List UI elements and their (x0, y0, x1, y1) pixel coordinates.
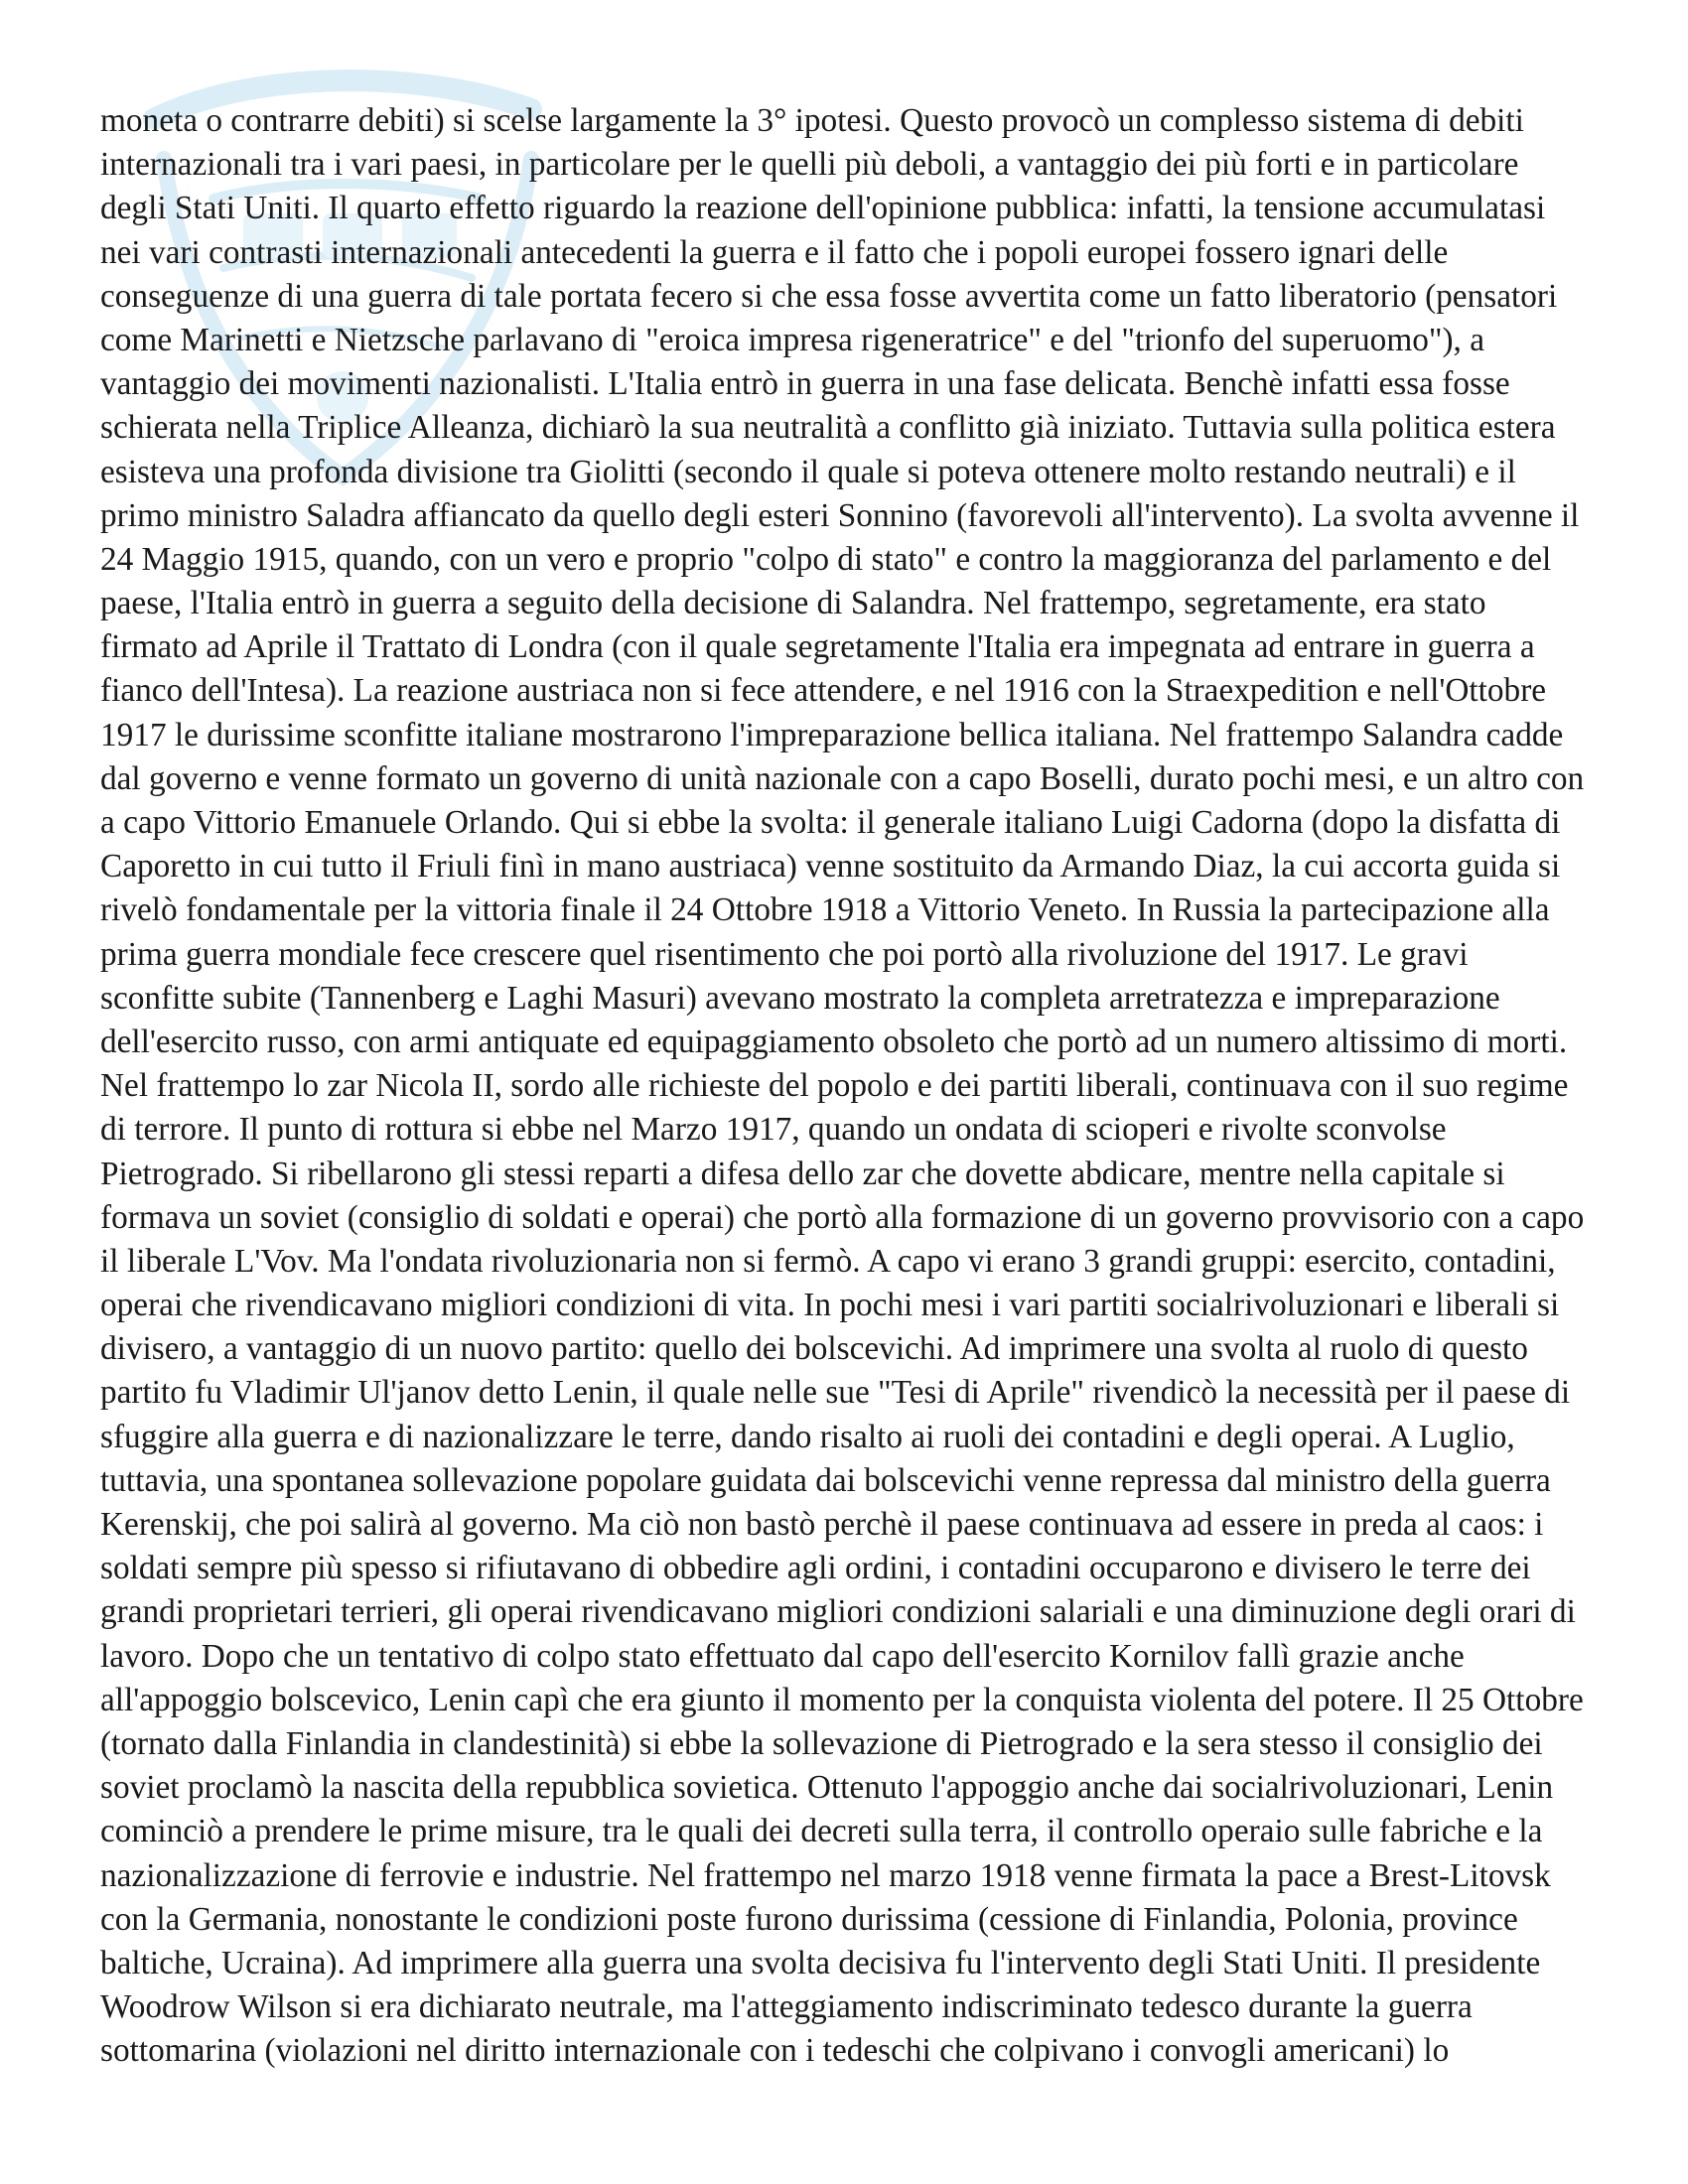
text-line: soviet proclamò la nascita della repubblica sovietica. Ottenuto l'appoggio anche dai socialrivoluzionari, Lenin (100, 1769, 1554, 1807)
text-line: il liberale L'Vov. Ma l'ondata rivoluzionaria non si fermò. A capo vi erano 3 grandi gruppi: esercito, contadini, (100, 1242, 1556, 1280)
text-line: primo ministro Saladra affiancato da quello degli esteri Sonnino (favorevoli all'intervento). La svolta avvenne il (100, 496, 1580, 534)
text-line: con la Germania, nonostante le condizioni poste furono durissima (cessione di Finlandia, Polonia, province (100, 1900, 1518, 1938)
text-line: partito fu Vladimir Ul'janov detto Lenin, il quale nelle sue "Tesi di Aprile" rivendicò la necessità per il paese di (100, 1374, 1571, 1412)
text-line: fianco dell'Intesa). La reazione austriaca non si fece attendere, e nel 1916 con la Straexpedition e nell'Ottobre (100, 672, 1547, 710)
text-line: lavoro. Dopo che un tentativo di colpo stato effettuato dal capo dell'esercito Kornilov fallì grazie anche (100, 1637, 1465, 1675)
document-text (100, 99, 1649, 2073)
text-line: nazionalizzazione di ferrovie e industrie. Nel frattempo nel marzo 1918 venne firmata la pace a Brest-Litovsk (100, 1856, 1551, 1894)
text-line: paese, l'Italia entrò in guerra a seguito della decisione di Salandra. Nel frattempo, segretamente, era stato (100, 585, 1486, 622)
text-line: sconfitte subite (Tannenberg e Laghi Masuri) avevano mostrato la completa arretratezza e impreparazione (100, 979, 1500, 1017)
text-line: (tornato dalla Finlandia in clandestinità) si ebbe la sollevazione di Pietrogrado e la sera stesso il consiglio dei (100, 1724, 1543, 1762)
text-line: prima guerra mondiale fece crescere quel risentimento che poi portò alla rivoluzione del 1917. Le gravi (100, 935, 1469, 973)
text-line: vantaggio dei movimenti nazionalisti. L'Italia entrò in guerra in una fase delicata. Benchè infatti essa fosse (100, 365, 1510, 403)
text-line: Caporetto in cui tutto il Friuli finì in mano austriaca) venne sostituito da Armando Diaz, la cui accorta guida si (100, 848, 1561, 886)
text-line: schierata nella Triplice Alleanza, dichiarò la sua neutralità a conflitto già iniziato. Tuttavia sulla politica estera (100, 409, 1556, 447)
text-line: cominciò a prendere le prime misure, tra le quali dei decreti sulla terra, il controllo operaio sulle fabriche e la (100, 1813, 1543, 1850)
text-line: tuttavia, una spontanea sollevazione popolare guidata dai bolscevichi venne repressa dal ministro della guerra (100, 1461, 1551, 1499)
text-line: dal governo e venne formato un governo di unità nazionale con a capo Boselli, durato pochi mesi, e un altro con (100, 759, 1585, 797)
text-line: nei vari contrasti internazionali antecedenti la guerra e il fatto che i popoli europei fossero ignari delle (100, 233, 1449, 271)
text-line: divisero, a vantaggio di un nuovo partito: quello dei bolscevichi. Ad imprimere una svolta al ruolo di questo (100, 1330, 1528, 1368)
text-line: moneta o contrarre debiti) si scelse largamente la 3° ipotesi. Questo provocò un complesso sistema di debiti (100, 102, 1524, 139)
text-line: come Marinetti e Nietzsche parlavano di "eroica impresa rigeneratrice" e del "trionfo del superuomo"), a (100, 321, 1484, 358)
text-line: sfuggire alla guerra e di nazionalizzare le terre, dando risalto ai ruoli dei contadini e degli operai. A Luglio, (100, 1418, 1515, 1455)
text-line: Nel frattempo lo zar Nicola II, sordo alle richieste del popolo e dei partiti liberali, continuava con il suo regime (100, 1067, 1569, 1105)
text-line: Kerenskij, che poi salirà al governo. Ma ciò non bastò perchè il paese continuava ad essere in preda al caos: i (100, 1506, 1544, 1543)
text-line: di terrore. Il punto di rottura si ebbe nel Marzo 1917, quando un ondata di scioperi e rivolte sconvolse (100, 1111, 1447, 1149)
text-line: 1917 le durissime sconfitte italiane mostrarono l'impreparazione bellica italiana. Nel frattempo Salandra cadde (100, 716, 1564, 753)
text-line: Pietrogrado. Si ribellarono gli stessi reparti a difesa dello zar che dovette abdicare, mentre nella capitale si (100, 1155, 1505, 1192)
text-line: dell'esercito russo, con armi antiquate ed equipaggiamento obsoleto che portò ad un numero altissimo di morti. (100, 1023, 1568, 1060)
text-line: baltiche, Ucraina). Ad imprimere alla guerra una svolta decisiva fu l'intervento degli Stati Uniti. Il presidente (100, 1944, 1541, 1981)
text-line: degli Stati Uniti. Il quarto effetto riguardo la reazione dell'opinione pubblica: infatti, la tensione accumulatasi (100, 190, 1546, 227)
text-line: 24 Maggio 1915, quando, con un vero e proprio "colpo di stato" e contro la maggioranza del parlamento e del (100, 540, 1552, 578)
text-line: conseguenze di una guerra di tale portata fecero si che essa fosse avvertita come un fatto liberatorio (pensatori (100, 277, 1558, 315)
text-line: all'appoggio bolscevico, Lenin capì che era giunto il momento per la conquista violenta del potere. Il 25 Ottobre (100, 1681, 1584, 1718)
text-line: a capo Vittorio Emanuele Orlando. Qui si ebbe la svolta: il generale italiano Luigi Cadorna (dopo la disfatta di (100, 804, 1561, 841)
text-line: formava un soviet (consiglio di soldati e operai) che portò alla formazione di un governo provvisorio con a capo (100, 1198, 1585, 1236)
text-line: rivelò fondamentale per la vittoria finale il 24 Ottobre 1918 a Vittorio Veneto. In Russia la partecipazione alla (100, 891, 1550, 929)
text-line: soldati sempre più spesso si rifiutavano di obbedire agli ordini, i contadini occuparono e divisero le terre dei (100, 1550, 1531, 1587)
text-line: Woodrow Wilson si era dichiarato neutrale, ma l'atteggiamento indiscriminato tedesco durante la guerra (100, 1988, 1473, 2026)
text-line: sottomarina (violazioni nel diritto internazionale con i tedeschi che colpivano i convogli americani) lo (100, 2032, 1450, 2070)
text-line: firmato ad Aprile il Trattato di Londra (con il quale segretamente l'Italia era impegnata ad entrare in guerra a (100, 628, 1535, 666)
text-line: grandi proprietari terrieri, gli operai rivendicavano migliori condizioni salariali e una diminuzione degli orari di (100, 1593, 1576, 1631)
text-line: internazionali tra i vari paesi, in particolare per le quelli più deboli, a vantaggio dei più forti e in particolare (100, 146, 1519, 184)
text-line: esisteva una profonda divisione tra Giolitti (secondo il quale si poteva ottenere molto restando neutrali) e il (100, 453, 1516, 490)
text-line: operai che rivendicavano migliori condizioni di vita. In pochi mesi i vari partiti socialrivoluzionari e liberali si (100, 1287, 1560, 1324)
